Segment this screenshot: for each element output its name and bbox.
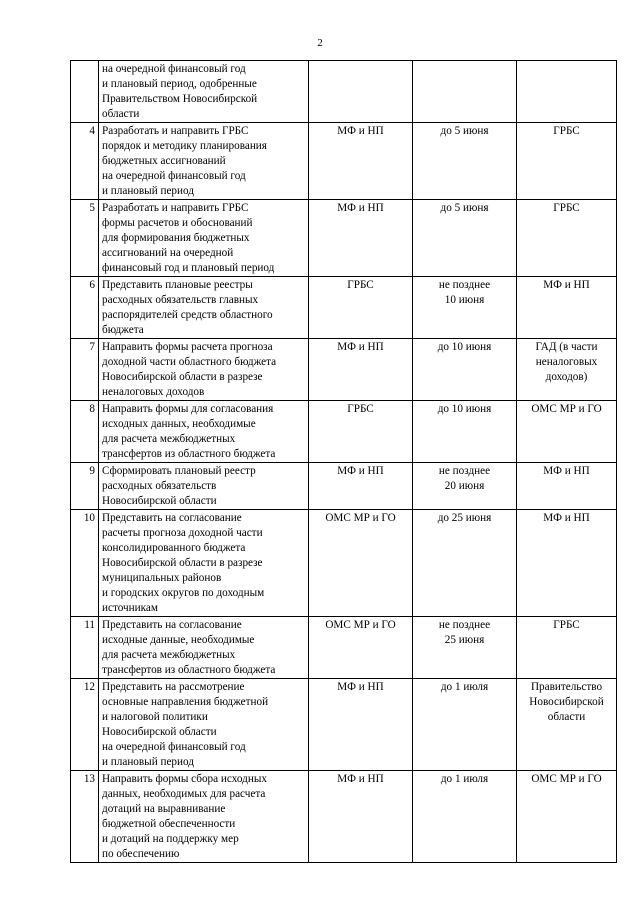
table-row <box>71 123 617 200</box>
recipient: ГРБС <box>517 617 617 679</box>
task-text: Сформировать плановый реестр расходных обязательств Новосибирской области <box>99 463 309 510</box>
table-row <box>71 679 617 771</box>
table-row <box>71 339 617 401</box>
deadline: до 10 июня <box>413 401 517 463</box>
task-text: Направить формы сбора исходных данных, необходимых для расчета дотаций на выравнивание бюджетной обеспеченности и дотаций на поддержку мер по обеспечению <box>99 771 309 863</box>
recipient <box>517 61 617 123</box>
plan-table <box>70 60 617 863</box>
table-body <box>71 61 617 863</box>
recipient: ГАД (в части неналоговых доходов) <box>517 339 617 401</box>
executor: ОМС МР и ГО <box>309 617 413 679</box>
table-row <box>71 510 617 617</box>
row-number: 13 <box>71 771 99 863</box>
table-row <box>71 61 617 123</box>
recipient: МФ и НП <box>517 277 617 339</box>
task-text: Разработать и направить ГРБС формы расчетов и обоснований для формирования бюджетных ассигнований на очередной финансовый год и плановый период <box>99 200 309 277</box>
row-number: 10 <box>71 510 99 617</box>
task-text: Представить плановые реестры расходных обязательств главных распорядителей средств областного бюджета <box>99 277 309 339</box>
recipient: ОМС МР и ГО <box>517 771 617 863</box>
deadline: до 1 июля <box>413 771 517 863</box>
deadline: не позднее 25 июня <box>413 617 517 679</box>
task-text: Представить на согласование исходные данные, необходимые для расчета межбюджетных трансфертов из областного бюджета <box>99 617 309 679</box>
recipient: МФ и НП <box>517 510 617 617</box>
recipient: ГРБС <box>517 123 617 200</box>
page-number: 2 <box>317 37 323 49</box>
executor: МФ и НП <box>309 123 413 200</box>
task-text: Направить формы расчета прогноза доходной части областного бюджета Новосибирской области в разрезе неналоговых доходов <box>99 339 309 401</box>
deadline: не позднее 10 июня <box>413 277 517 339</box>
row-number: 5 <box>71 200 99 277</box>
deadline: до 10 июня <box>413 339 517 401</box>
row-number: 4 <box>71 123 99 200</box>
recipient: ГРБС <box>517 200 617 277</box>
row-number: 7 <box>71 339 99 401</box>
table-row <box>71 463 617 510</box>
task-text: Представить на рассмотрение основные направления бюджетной и налоговой политики Новосибирской области на очередной финансовый год и плановый период <box>99 679 309 771</box>
row-number: 11 <box>71 617 99 679</box>
executor <box>309 61 413 123</box>
deadline <box>413 61 517 123</box>
table-row <box>71 401 617 463</box>
task-text: Разработать и направить ГРБС порядок и методику планирования бюджетных ассигнований на очередной финансовый год и плановый период <box>99 123 309 200</box>
recipient: Правительство Новосибирской области <box>517 679 617 771</box>
deadline: не позднее 20 июня <box>413 463 517 510</box>
executor: МФ и НП <box>309 463 413 510</box>
executor: ГРБС <box>309 401 413 463</box>
task-text: Направить формы для согласования исходных данных, необходимые для расчета межбюджетных трансфертов из областного бюджета <box>99 401 309 463</box>
task-text: Представить на согласование расчеты прогноза доходной части консолидированного бюджета Новосибирской области в разрезе муниципальных районов и городских округов по доходным источникам <box>99 510 309 617</box>
row-number: 12 <box>71 679 99 771</box>
task-text: на очередной финансовый год и плановый период, одобренные Правительством Новосибирской области <box>99 61 309 123</box>
table-row <box>71 771 617 863</box>
row-number <box>71 61 99 123</box>
table-row <box>71 200 617 277</box>
row-number: 8 <box>71 401 99 463</box>
recipient: МФ и НП <box>517 463 617 510</box>
table-row <box>71 617 617 679</box>
executor: МФ и НП <box>309 771 413 863</box>
executor: МФ и НП <box>309 679 413 771</box>
recipient: ОМС МР и ГО <box>517 401 617 463</box>
executor: ГРБС <box>309 277 413 339</box>
deadline: до 5 июня <box>413 200 517 277</box>
row-number: 6 <box>71 277 99 339</box>
executor: МФ и НП <box>309 339 413 401</box>
deadline: до 25 июня <box>413 510 517 617</box>
row-number: 9 <box>71 463 99 510</box>
deadline: до 1 июля <box>413 679 517 771</box>
executor: МФ и НП <box>309 200 413 277</box>
deadline: до 5 июня <box>413 123 517 200</box>
table-row <box>71 277 617 339</box>
executor: ОМС МР и ГО <box>309 510 413 617</box>
